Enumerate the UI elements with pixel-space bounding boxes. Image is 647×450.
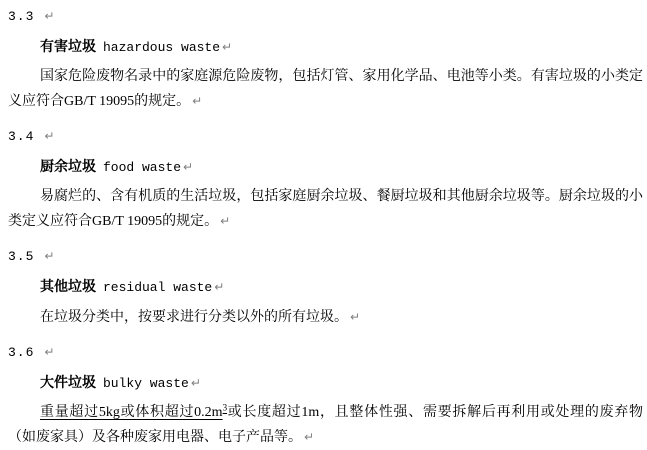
paragraph-mark-icon: ↵ <box>190 376 201 390</box>
term-chinese: 大件垃圾 <box>40 376 96 391</box>
paragraph-mark-icon: ↵ <box>192 94 203 108</box>
paragraph-mark-icon: ↵ <box>222 40 233 54</box>
definition-paragraph <box>8 185 643 234</box>
section-number: 3.3 <box>8 9 35 24</box>
section-number: 3.4 <box>8 129 35 144</box>
section-number: 3.6 <box>8 345 35 360</box>
term-english: food waste <box>103 160 182 175</box>
definition-segment: 易腐烂的、含有机质的生活垃圾，包括家庭厨余垃圾、餐厨垃圾和其他厨余垃圾等。厨余垃圾的小类定义应符合GB/T 19095的规定。 <box>8 189 643 229</box>
section-number-line <box>8 248 643 265</box>
term-line <box>40 375 643 392</box>
term-line <box>40 39 643 56</box>
section-number: 3.5 <box>8 249 35 264</box>
definition-segment: 重量超过5kg或体积超过0.2m <box>40 405 223 420</box>
paragraph-mark-icon: ↵ <box>44 129 56 143</box>
paragraph-mark-icon: ↵ <box>214 280 225 294</box>
section-number-line <box>8 128 643 145</box>
paragraph-mark-icon: ↵ <box>183 160 194 174</box>
definition-segment: 或长度超过1m，且整体性强、需要拆解后再利用或处理的废弃物（如废家具）及各种废家用电器、电子产品等。 <box>8 405 644 445</box>
definition-text <box>8 402 644 445</box>
section-3-6 <box>8 344 643 450</box>
term-chinese: 厨余垃圾 <box>40 160 96 175</box>
section-3-4 <box>8 128 643 234</box>
definition-paragraph <box>8 401 643 450</box>
term-english: residual waste <box>103 280 213 295</box>
paragraph-mark-icon: ↵ <box>44 345 56 359</box>
definition-segment: 在垃圾分类中，按要求进行分类以外的所有垃圾。 <box>40 310 348 325</box>
section-3-3 <box>8 8 643 114</box>
section-number-line <box>8 8 643 25</box>
paragraph-mark-icon: ↵ <box>44 249 56 263</box>
definition-paragraph <box>8 305 643 330</box>
term-english: bulky waste <box>103 376 189 391</box>
definition-segment: 3 <box>222 402 228 413</box>
paragraph-mark-icon: ↵ <box>350 310 361 324</box>
term-line <box>40 159 643 176</box>
definition-segment: 国家危险废物名录中的家庭源危险废物，包括灯管、家用化学品、电池等小类。有害垃圾的小类定义应符合GB/T 19095的规定。 <box>8 69 643 109</box>
definition-paragraph <box>8 65 643 114</box>
paragraph-mark-icon: ↵ <box>220 214 231 228</box>
definition-text <box>8 189 643 229</box>
definition-text <box>8 69 643 109</box>
term-line <box>40 279 643 296</box>
section-3-5 <box>8 248 643 330</box>
term-chinese: 其他垃圾 <box>40 280 96 295</box>
term-english: hazardous waste <box>103 40 221 55</box>
paragraph-mark-icon: ↵ <box>44 9 56 23</box>
term-chinese: 有害垃圾 <box>40 40 96 55</box>
paragraph-mark-icon: ↵ <box>304 430 315 444</box>
section-number-line <box>8 344 643 361</box>
definition-text <box>40 310 348 325</box>
